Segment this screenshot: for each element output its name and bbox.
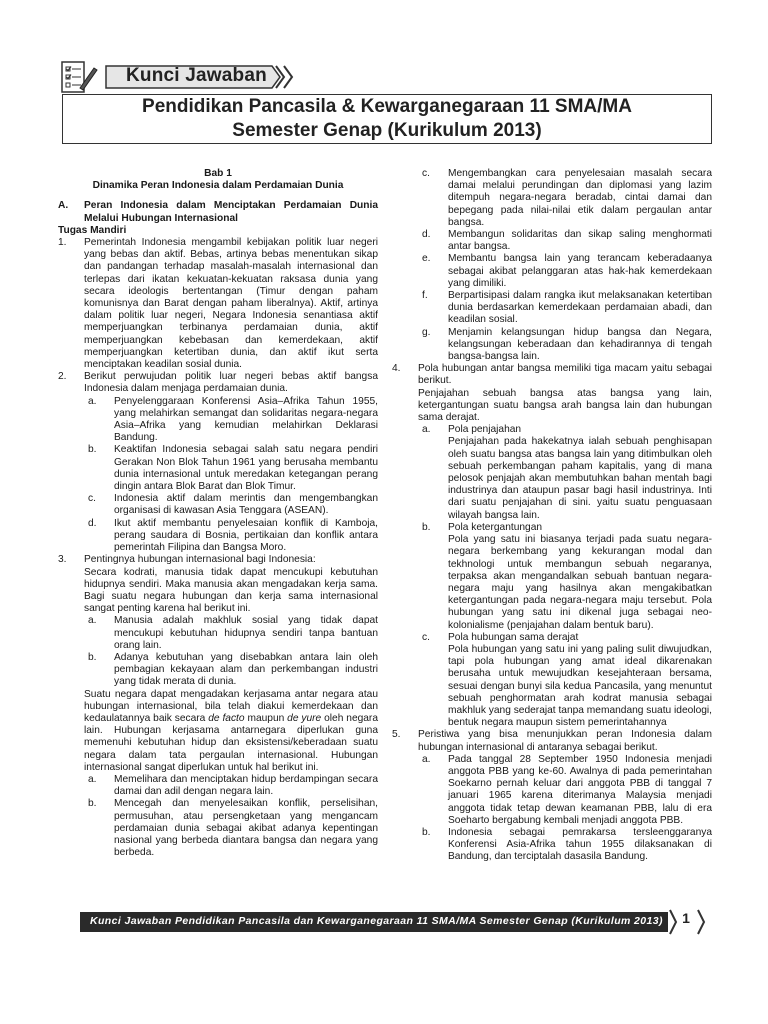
answer-2c: c. Indonesia aktif dalam merintis dan mengembangkan organisasi di kawasan Asia Tenggara (ASEAN). — [88, 493, 378, 517]
answer-3g: e. Membantu bangsa lain yang terancam keberadaanya sebagai akibat pelanggaran atas hak-hak kemerdekaan yang dimiliki. — [422, 253, 712, 289]
answer-2d: d. Ikut aktif membantu penyelesaian konflik di Kamboja, perang saudara di Bosnia, pertikaian dan konflik antara pemerintah Filipina dan Bangsa Moro. — [88, 517, 378, 554]
answer-3c: a. Memelihara dan menciptakan hidup berdampingan secara damai dan adil dengan negara lain. — [88, 773, 378, 798]
chapter-title: Dinamika Peran Indonesia dalam Perdamaian Dunia — [92, 180, 344, 192]
section-a-title: Peran Indonesia dalam Menciptakan Perdamaian Dunia Melalui Hubungan Internasional — [84, 200, 378, 224]
answer-3: 3. Pentingnya hubungan internasional bagi Indonesia: — [58, 554, 316, 566]
answer-4-paragraph: Penjajahan sebuah bangsa atas bangsa yang lain, ketergantungan suatu bangsa arah bangsa lain dan hubungan sama derajat. — [418, 387, 712, 424]
section-a: A. Peran Indonesia dalam Menciptakan Perdamaian Dunia Melalui Hubungan Internasional — [58, 200, 378, 224]
left-column — [58, 168, 378, 859]
answer-4c: Pola hubungan yang satu ini yang paling sulit diwujudkan, tapi pola hubungan yang amat ideal dikarenakan berusaha untuk mewujudkan kesejahteraan bersama, sesuai dengan bunyi sila kedua Pancasila, yang menuntut sebuah penghormatan arah kodrat manusia sebagai makhluk yang sederajat tanpa memandang suatu ideologi, bentuk negara maupun sistem pemerintahannya — [448, 643, 712, 729]
checklist-pencil-icon — [60, 58, 100, 98]
answer-4b: Pola yang satu ini biasanya terjadi pada suatu negara-negara berkembang yang kekurangan modal dan tekhnologi untuk membangun sebuah negaranya, terpaksa akan mengandalkan sebuah bantuan negara-negara maju yang hasilnya akan mengakibatkan ketergantungan pada negara-negara maju tersebut. Pola hubungan yang satu ini dikenal juga sebagai neo-kolonialisme (penjajahan dalam bentuk baru). — [448, 534, 712, 631]
answer-5b: b. Indonesia sebagai pemrakarsa tersleenggaranya Konferensi Asia-Afrika tahun 1955 dilaksanakan di Bandung, dan terciptalah dasasila Bandung. — [422, 826, 712, 863]
answer-3h: f. Berpartisipasi dalam rangka ikut melaksanakan ketertiban dunia berdasarkan kemerdekaan perdamaian abadi, dan keadilan sosial. — [422, 290, 712, 326]
right-column — [392, 168, 712, 864]
answer-4c-title: c. Pola hubungan sama derajat — [422, 631, 579, 643]
answer-3-paragraph: Secara kodrati, manusia tidak dapat mencukupi kebutuhan hidupnya sendiri. Maka manusia akan mengadakan kerja sama. Bagi suatu negara hubungan dan kerja sama internasional sangat penting karena hal berikut ini. — [84, 566, 378, 615]
answer-2: 2. Berikut perwujudan politik luar negeri bebas aktif bangsa Indonesia dalam menjaga perdamaian dunia. — [58, 371, 378, 395]
answer-1: 1. Pemerintah Indonesia mengambil kebijakan politik luar negeri yang bebas dan aktif. Bebas, artinya bebas menentukan sikap dan pandangan terhadap masalah-masalah internasional dan terlepas dari ikatan kekuatan-kekuatan raksasa dunia yang secara ideologis bertentangan (Timur dengan paham komunisnya dan Barat dengan paham liberalnya). Aktif, artinya dalam politik luar negeri, Negara Indonesia senantiasa aktif memperjuangkan terbinanya perdamaian dunia, aktif memperjuangkan kebebasan dan kemerdekaan, aktif memperjuangkan ketertiban dunia, dan aktif ikut serta menciptakan keadilan sosial dunia. — [58, 237, 378, 371]
answer-3a: a. Manusia adalah makhluk sosial yang tidak dapat mencukupi kebutuhan hidupnya sendiri tanpa bantuan orang lain. — [88, 615, 378, 651]
footer-text: Kunci Jawaban Pendidikan Pancasila dan Kewarganegaraan 11 SMA/MA Semester Genap (Kurikulum 2013) — [90, 915, 663, 927]
answer-3f: d. Membangun solidaritas dan sikap saling menghormati antar bangsa. — [422, 229, 712, 253]
answer-5a: a. Pada tanggal 28 September 1950 Indonesia menjadi anggota PBB yang ke-60. Awalnya di pada pemerintahan Soekarno pernah keluar dari anggota PBB di tanggal 7 januari 1965 karena diterimanya Malaysia menjadi anggota tidak tetap dewan keamanan PBB, lalu di era Soeharto bergabung kembali menjadi anggota PBB. — [422, 753, 712, 826]
answer-4a-title: a. Pola penjajahan — [422, 424, 522, 436]
page-number: 1 — [682, 910, 690, 926]
answer-5: 5. Peristiwa yang bisa menunjukkan peran Indonesia dalam hubungan internasional di antaranya sebagai berikut. — [392, 729, 712, 753]
answer-3d: b. Mencegah dan menyelesaikan konflik, perselisihan, permusuhan, atau persengketaan yang mengancam perdamaian dunia sebagai akibat adanya kepentingan nasional yang berbeda diantara bangsa dan negara yang berbeda. — [88, 798, 378, 859]
answer-4a: Penjajahan pada hakekatnya ialah sebuah penghisapan oleh suatu bangsa atas bangsa lain yang ditimbulkan oleh sebuah perkembangan paham kapitalis, yang di mana pelosok penjajah akan membutuhkan bahan mentah bagi industrinya dan ataupun pasar bagi hasil industrinya. Inti dari suatu penjajahan di sini. yaitu suatu penguasaan wilayah bangsa lain. — [448, 436, 712, 521]
answer-3-paragraph-2: Suatu negara dapat mengadakan kerjasama antar negara atau hubungan internasional, bila telah diakui kemerdekaan dan kedaulatannya baik secara de facto maupun de yure oleh negara lain. Hubungan kerjasama antarnegara diperlukan guna memenuhi kebutuhan hidup dan eksistensi/keberadaan suatu negara dalam tata pergaulan internasional. Hubungan internasional sangat diperlukan untuk hal berikut ini. — [84, 688, 378, 773]
chapter-number: Bab 1 — [204, 168, 232, 179]
kunci-jawaban-label: Kunci Jawaban — [126, 65, 267, 86]
answer-2b: b. Keaktifan Indonesia sebagai salah satu negara pendiri Gerakan Non Blok Tahun 1961 yang berusaha membantu dunia internasional untuk meredakan ketegangan perang dingin antara Blok Barat dan Blok Timur. — [88, 444, 378, 493]
answer-3e: c. Mengembangkan cara penyelesaian masalah secara damai melalui perundingan dan diplomasi yang lazim ditempuh negara-negara beradab, cintai damai dan bepegang pada nilai-nilai etik dalam pergaulan antar bangsa. — [422, 168, 712, 228]
book-subtitle: Semester Genap (Kurikulum 2013) — [232, 120, 542, 141]
answer-4: 4. Pola hubungan antar bangsa memiliki tiga macam yaitu sebagai berikut. — [392, 363, 712, 387]
answer-3b: b. Adanya kebutuhan yang disebabkan antara lain oleh pembagian kekayaan alam dan perkembangan industri yang tidak merata di dunia. — [88, 651, 378, 688]
answer-4b-title: b. Pola ketergantungan — [422, 521, 543, 533]
answer-3i: g. Menjamin kelangsungan hidup bangsa dan Negara, kelangsungan keberadaan dan kehadirannya di tengah bangsa-bangsa lain. — [422, 326, 712, 363]
book-title: Pendidikan Pancasila & Kewarganegaraan 11 SMA/MA — [142, 96, 632, 117]
tugas-mandiri-heading: Tugas Mandiri — [58, 224, 127, 236]
answer-2a: a. Penyelenggaraan Konferensi Asia–Afrika Tahun 1955, yang melahirkan semangat dan solidaritas negara-negara Asia–Afrika yang kemudian melahirkan Deklarasi Bandung. — [88, 395, 378, 444]
